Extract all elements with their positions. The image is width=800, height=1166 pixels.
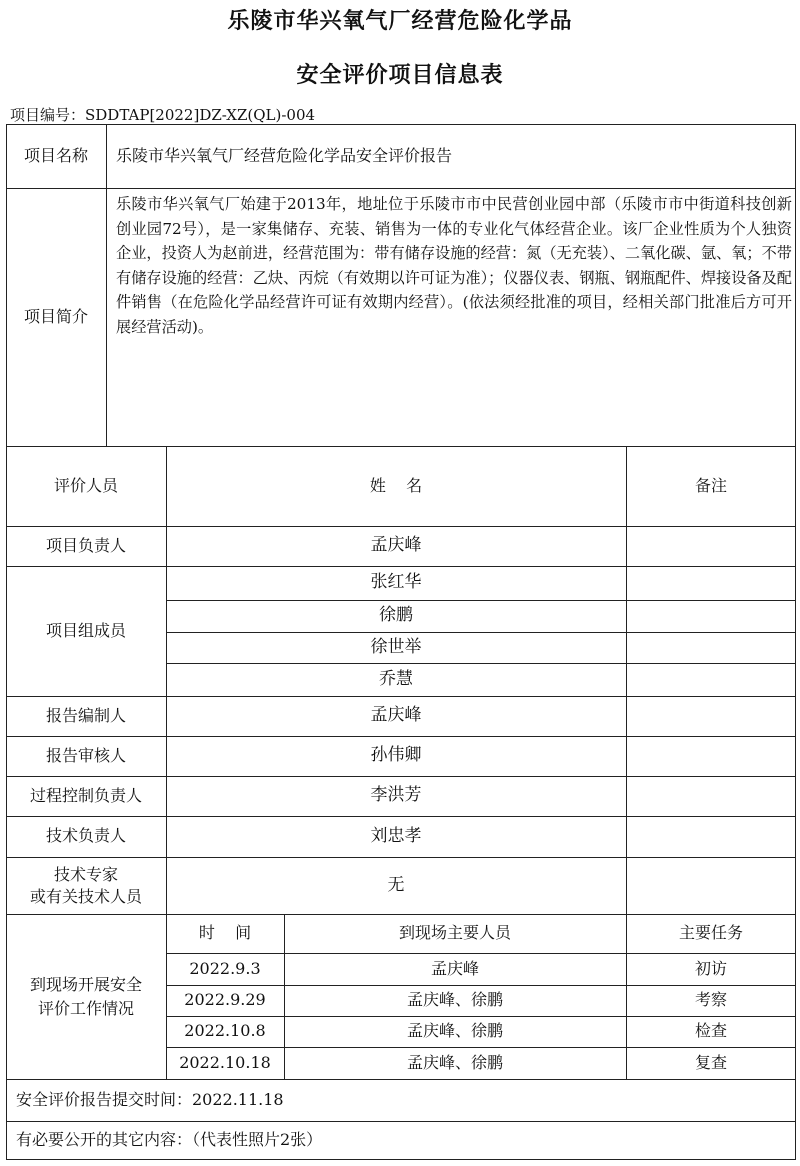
- site-row-task: 考察: [694, 990, 727, 1010]
- members-label: 项目组成员: [45, 620, 126, 640]
- member-name: 徐世举: [370, 636, 422, 657]
- process-control-name: 李洪芳: [370, 785, 422, 806]
- site-row-people: 孟庆峰: [430, 958, 479, 978]
- header-name: 姓 名: [369, 475, 423, 495]
- site-row-date: 2022.9.3: [189, 958, 261, 978]
- compiler-label: 报告编制人: [45, 705, 126, 725]
- doc-title-line1: 乐陵市华兴氧气厂经营危险化学品: [227, 9, 573, 34]
- col-divider: [106, 124, 107, 446]
- header-role: 评价人员: [53, 475, 118, 495]
- site-row-task: 初访: [694, 958, 727, 978]
- submit-time: 安全评价报告提交时间：2022.11.18: [16, 1089, 284, 1109]
- site-row-people: 孟庆峰、徐鹏: [406, 1052, 503, 1072]
- tech-lead-label: 技术负责人: [45, 826, 126, 846]
- site-row-date: 2022.10.8: [184, 1021, 266, 1041]
- site-header-task: 主要任务: [678, 923, 743, 943]
- member-name: 张红华: [370, 572, 422, 593]
- member-name: 徐鹏: [379, 605, 413, 626]
- doc-title-line2: 安全评价项目信息表: [296, 63, 504, 88]
- project-name-value: 乐陵市华兴氧气厂经营危险化学品安全评价报告: [116, 145, 453, 165]
- site-row-task: 复查: [694, 1052, 727, 1072]
- other-content: 有必要公开的其它内容：（代表性照片2张）: [16, 1130, 323, 1150]
- experts-label-line2: 或有关技术人员: [29, 886, 142, 906]
- leader-label: 项目负责人: [45, 535, 126, 555]
- site-row-task: 检查: [694, 1021, 727, 1041]
- site-work-label-line2: 评价工作情况: [37, 998, 134, 1018]
- process-control-label: 过程控制负责人: [29, 785, 142, 805]
- site-work-label-line1: 到现场开展安全: [29, 974, 142, 994]
- leader-name: 孟庆峰: [370, 535, 422, 556]
- project-number: 项目编号：SDDTAP[2022]DZ-XZ(QL)-004: [10, 106, 316, 124]
- project-intro-text: 乐陵市华兴氧气厂始建于2013年，地址位于乐陵市市中民营创业园中部（乐陵市市中街道科技创新创业园72号），是一家集储存、充装、销售为一体的专业化气体经营企业。该厂企业性质为个人独资企业，投资人为赵前进，经营范围为：带有储存设施的经营：氮（无充装）、二氧化碳、氩、氧；不带有储存设施的经营：乙炔、丙烷（有效期以许可证为准）；仪器仪表、钢瓶、钢瓶配件、焊接设备及配件销售（在危险化学品经营许可证有效期内经营）。(依法须经批准的项目，经相关部门批准后方可开展经营活动)。: [116, 195, 792, 336]
- site-work-label: [6, 914, 166, 1079]
- site-header-people: 到现场主要人员: [398, 923, 511, 943]
- site-row-date: 2022.9.29: [184, 990, 266, 1010]
- header-note: 备注: [694, 475, 727, 495]
- experts-label-line1: 技术专家: [53, 864, 118, 884]
- experts-name: 无: [387, 874, 405, 895]
- compiler-name: 孟庆峰: [370, 705, 422, 726]
- site-row-date: 2022.10.18: [179, 1052, 271, 1072]
- project-intro-label: 项目简介: [23, 306, 88, 326]
- reviewer-label: 报告审核人: [45, 745, 126, 765]
- tech-lead-name: 刘忠孝: [370, 825, 422, 846]
- site-header-time: 时 间: [198, 923, 252, 943]
- reviewer-name: 孙伟卿: [370, 745, 422, 766]
- site-row-people: 孟庆峰、徐鹏: [406, 1021, 503, 1041]
- member-name: 乔慧: [379, 668, 413, 689]
- project-name-label: 项目名称: [23, 145, 88, 165]
- row-divider: [6, 188, 796, 189]
- experts-label: [6, 857, 166, 914]
- site-row-people: 孟庆峰、徐鹏: [406, 990, 503, 1010]
